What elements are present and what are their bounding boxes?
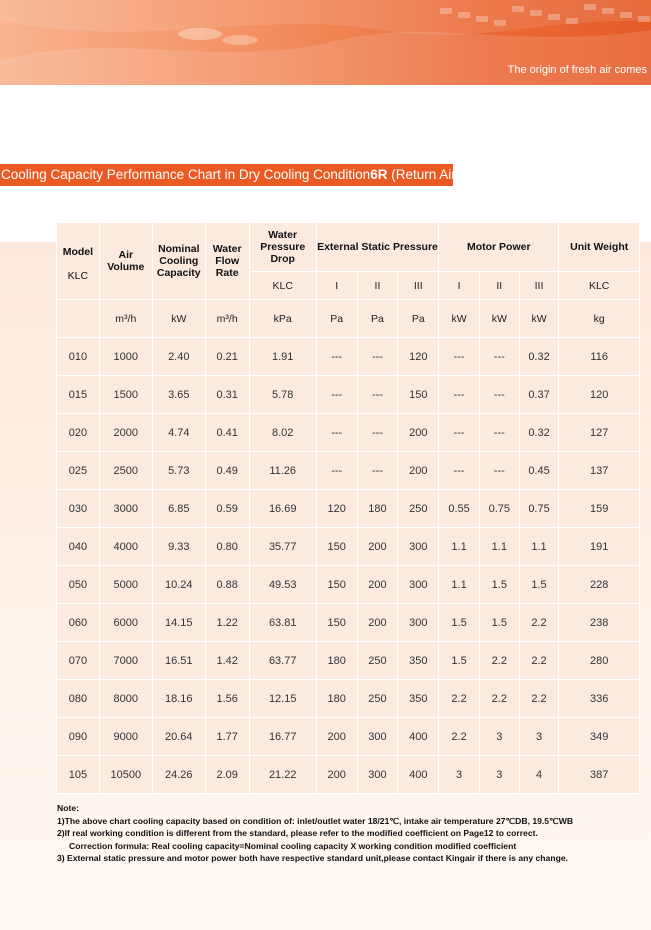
header-weight-klc: KLC <box>559 272 640 300</box>
cell-cooling: 20.64 <box>152 718 205 756</box>
cell-water-flow: 1.56 <box>205 680 249 718</box>
units-row <box>57 300 640 338</box>
cell-sp-1: --- <box>316 338 357 376</box>
cell-pressure-drop: 16.69 <box>249 490 316 528</box>
cell-sp-3: 350 <box>398 642 439 680</box>
header-air-volume: Air Volume <box>99 223 152 300</box>
cell-water-flow: 0.41 <box>205 414 249 452</box>
cell-cooling: 2.40 <box>152 338 205 376</box>
cell-sp-3: 120 <box>398 338 439 376</box>
cell-pressure-drop: 1.91 <box>249 338 316 376</box>
cell-water-flow: 1.42 <box>205 642 249 680</box>
cell-weight: 191 <box>559 528 640 566</box>
cell-sp-1: 120 <box>316 490 357 528</box>
cell-air-volume: 2000 <box>99 414 152 452</box>
header-nominal-cooling: Nominal Cooling Capacity <box>152 223 205 300</box>
cell-sp-1: --- <box>316 376 357 414</box>
header-water-flow: Water Flow Rate <box>205 223 249 300</box>
cell-sp-2: 200 <box>357 528 398 566</box>
cell-mp-2: 2.2 <box>479 680 519 718</box>
table-row <box>57 642 640 680</box>
units-water-flow: m³/h <box>205 300 249 338</box>
units-cooling: kW <box>152 300 205 338</box>
cell-sp-3: 350 <box>398 680 439 718</box>
cell-mp-3: 4 <box>519 756 559 794</box>
header-unit-weight: Unit Weight <box>559 223 640 272</box>
cell-mp-3: 2.2 <box>519 604 559 642</box>
cell-mp-2: 1.5 <box>479 604 519 642</box>
cell-sp-3: 400 <box>398 756 439 794</box>
cell-cooling: 4.74 <box>152 414 205 452</box>
cell-water-flow: 0.49 <box>205 452 249 490</box>
chart-title-suffix: (Return Air) <box>387 167 461 182</box>
cell-mp-3: 2.2 <box>519 680 559 718</box>
cell-sp-2: 250 <box>357 680 398 718</box>
cell-air-volume: 1500 <box>99 376 152 414</box>
cell-sp-2: 300 <box>357 756 398 794</box>
table-row <box>57 756 640 794</box>
cell-pressure-drop: 63.77 <box>249 642 316 680</box>
cell-mp-1: --- <box>439 414 480 452</box>
cell-water-flow: 1.22 <box>205 604 249 642</box>
table-row <box>57 718 640 756</box>
cell-model: 070 <box>57 642 100 680</box>
cell-sp-1: 200 <box>316 718 357 756</box>
header-water-pressure: Water Pressure Drop <box>249 223 316 272</box>
units-sp-1: Pa <box>316 300 357 338</box>
cell-water-flow: 1.77 <box>205 718 249 756</box>
cell-air-volume: 5000 <box>99 566 152 604</box>
table-body <box>57 338 640 794</box>
cell-mp-1: --- <box>439 338 480 376</box>
chart-title-code: 6R <box>370 167 388 182</box>
cell-sp-1: 150 <box>316 604 357 642</box>
table-row <box>57 528 640 566</box>
cell-water-flow: 0.31 <box>205 376 249 414</box>
cell-sp-3: 300 <box>398 604 439 642</box>
header-static-pressure: External Static Pressure <box>316 223 438 272</box>
cell-mp-1: 0.55 <box>439 490 480 528</box>
units-model <box>57 300 100 338</box>
cell-sp-3: 300 <box>398 528 439 566</box>
cell-water-flow: 0.80 <box>205 528 249 566</box>
cell-mp-1: 1.5 <box>439 604 480 642</box>
cell-sp-1: 150 <box>316 566 357 604</box>
cell-sp-3: 200 <box>398 452 439 490</box>
cell-mp-2: --- <box>479 452 519 490</box>
cell-mp-2: 3 <box>479 756 519 794</box>
cell-model: 015 <box>57 376 100 414</box>
units-weight: kg <box>559 300 640 338</box>
table-row <box>57 566 640 604</box>
cell-sp-2: 250 <box>357 642 398 680</box>
table-row <box>57 604 640 642</box>
cell-mp-3: 0.32 <box>519 338 559 376</box>
cell-cooling: 6.85 <box>152 490 205 528</box>
cell-model: 080 <box>57 680 100 718</box>
cell-model: 040 <box>57 528 100 566</box>
cell-air-volume: 4000 <box>99 528 152 566</box>
cell-mp-2: 0.75 <box>479 490 519 528</box>
cell-sp-2: 200 <box>357 566 398 604</box>
header-sp-level-2: II <box>357 272 398 300</box>
cell-air-volume: 6000 <box>99 604 152 642</box>
cell-weight: 159 <box>559 490 640 528</box>
cell-cooling: 24.26 <box>152 756 205 794</box>
cell-sp-1: 150 <box>316 528 357 566</box>
cell-air-volume: 2500 <box>99 452 152 490</box>
units-air-volume: m³/h <box>99 300 152 338</box>
cell-air-volume: 1000 <box>99 338 152 376</box>
cell-pressure-drop: 12.15 <box>249 680 316 718</box>
header-banner <box>0 0 651 85</box>
table-row <box>57 338 640 376</box>
cell-mp-3: 0.75 <box>519 490 559 528</box>
header-sp-level-1: I <box>316 272 357 300</box>
cell-model: 030 <box>57 490 100 528</box>
units-mp-2: kW <box>479 300 519 338</box>
cell-pressure-drop: 11.26 <box>249 452 316 490</box>
cell-sp-1: 180 <box>316 680 357 718</box>
cell-pressure-drop: 21.22 <box>249 756 316 794</box>
cell-mp-2: 2.2 <box>479 642 519 680</box>
cell-weight: 116 <box>559 338 640 376</box>
cell-mp-1: 1.5 <box>439 642 480 680</box>
cell-mp-3: 0.37 <box>519 376 559 414</box>
cell-model: 050 <box>57 566 100 604</box>
cell-mp-3: 0.45 <box>519 452 559 490</box>
cell-sp-2: --- <box>357 376 398 414</box>
cell-weight: 238 <box>559 604 640 642</box>
cell-model: 090 <box>57 718 100 756</box>
cell-pressure-drop: 63.81 <box>249 604 316 642</box>
units-mp-1: kW <box>439 300 480 338</box>
cell-weight: 280 <box>559 642 640 680</box>
performance-table <box>56 222 640 794</box>
units-sp-2: Pa <box>357 300 398 338</box>
header-mp-level-3: III <box>519 272 559 300</box>
chart-title-main: Cooling Capacity Performance Chart in Dry Cooling Condition <box>1 167 371 182</box>
cell-air-volume: 8000 <box>99 680 152 718</box>
header-sp-level-3: III <box>398 272 439 300</box>
cell-mp-2: --- <box>479 414 519 452</box>
cell-sp-3: 400 <box>398 718 439 756</box>
units-sp-3: Pa <box>398 300 439 338</box>
cell-mp-2: 1.5 <box>479 566 519 604</box>
cell-mp-1: 1.1 <box>439 566 480 604</box>
table-row <box>57 680 640 718</box>
cell-weight: 127 <box>559 414 640 452</box>
cell-cooling: 5.73 <box>152 452 205 490</box>
units-pressure-drop: kPa <box>249 300 316 338</box>
table-row <box>57 414 640 452</box>
cell-weight: 228 <box>559 566 640 604</box>
cell-sp-2: --- <box>357 338 398 376</box>
cell-mp-1: 2.2 <box>439 718 480 756</box>
cell-sp-1: --- <box>316 452 357 490</box>
cell-mp-1: 1.1 <box>439 528 480 566</box>
header-mp-level-1: I <box>439 272 480 300</box>
header-motor-power: Motor Power <box>439 223 559 272</box>
cell-mp-1: --- <box>439 376 480 414</box>
cell-mp-1: 2.2 <box>439 680 480 718</box>
cell-water-flow: 0.88 <box>205 566 249 604</box>
cell-mp-3: 2.2 <box>519 642 559 680</box>
header-pressure-klc: KLC <box>249 272 316 300</box>
cell-air-volume: 7000 <box>99 642 152 680</box>
cell-mp-2: 3 <box>479 718 519 756</box>
cell-sp-3: 150 <box>398 376 439 414</box>
cell-sp-2: 300 <box>357 718 398 756</box>
notes-heading: Note: <box>57 803 79 813</box>
cell-mp-1: --- <box>439 452 480 490</box>
cell-cooling: 18.16 <box>152 680 205 718</box>
cell-sp-3: 250 <box>398 490 439 528</box>
cell-pressure-drop: 35.77 <box>249 528 316 566</box>
header-row-1 <box>57 223 640 272</box>
note-line-1: 1)The above chart cooling capacity based on condition of: inlet/outlet water 18/21℃, intake air temperature 27℃DB, 19.5℃WB <box>57 815 574 826</box>
cell-model: 105 <box>57 756 100 794</box>
note-line-3: Correction formula: Real cooling capacity=Nominal cooling capacity X working condition modified coefficient <box>69 840 517 851</box>
cell-weight: 349 <box>559 718 640 756</box>
cell-weight: 120 <box>559 376 640 414</box>
cell-weight: 387 <box>559 756 640 794</box>
cell-pressure-drop: 49.53 <box>249 566 316 604</box>
chart-title <box>0 164 461 186</box>
cell-sp-1: --- <box>316 414 357 452</box>
cell-cooling: 10.24 <box>152 566 205 604</box>
cell-sp-3: 300 <box>398 566 439 604</box>
cell-cooling: 9.33 <box>152 528 205 566</box>
cell-weight: 336 <box>559 680 640 718</box>
cell-pressure-drop: 16.77 <box>249 718 316 756</box>
cell-mp-2: --- <box>479 376 519 414</box>
cell-model: 025 <box>57 452 100 490</box>
cell-water-flow: 0.21 <box>205 338 249 376</box>
cell-sp-2: 180 <box>357 490 398 528</box>
cell-weight: 137 <box>559 452 640 490</box>
table-row <box>57 452 640 490</box>
cell-cooling: 3.65 <box>152 376 205 414</box>
header-model-klc: KLC <box>67 270 89 282</box>
cell-air-volume: 9000 <box>99 718 152 756</box>
cell-mp-3: 0.32 <box>519 414 559 452</box>
cell-sp-1: 200 <box>316 756 357 794</box>
cell-pressure-drop: 8.02 <box>249 414 316 452</box>
cell-mp-1: 3 <box>439 756 480 794</box>
cell-water-flow: 0.59 <box>205 490 249 528</box>
cell-air-volume: 10500 <box>99 756 152 794</box>
cell-mp-3: 1.1 <box>519 528 559 566</box>
cell-sp-2: 200 <box>357 604 398 642</box>
header-model <box>57 223 100 300</box>
cell-model: 020 <box>57 414 100 452</box>
notes-section <box>57 802 637 865</box>
cell-air-volume: 3000 <box>99 490 152 528</box>
units-mp-3: kW <box>519 300 559 338</box>
cell-sp-2: --- <box>357 452 398 490</box>
table-row <box>57 490 640 528</box>
cell-mp-3: 1.5 <box>519 566 559 604</box>
header-model-label: Model <box>62 246 94 258</box>
cell-sp-2: --- <box>357 414 398 452</box>
cell-model: 060 <box>57 604 100 642</box>
cell-model: 010 <box>57 338 100 376</box>
cell-cooling: 14.15 <box>152 604 205 642</box>
note-line-2: 2)If real working condition is different from the standard, please refer to the modified coefficient on Page12 to correct. <box>57 828 538 839</box>
cell-sp-3: 200 <box>398 414 439 452</box>
cell-water-flow: 2.09 <box>205 756 249 794</box>
banner-slogan: The origin of fresh air comes <box>507 64 647 76</box>
table-row <box>57 376 640 414</box>
cell-sp-1: 180 <box>316 642 357 680</box>
cell-pressure-drop: 5.78 <box>249 376 316 414</box>
header-mp-level-2: II <box>479 272 519 300</box>
cell-cooling: 16.51 <box>152 642 205 680</box>
cell-mp-2: --- <box>479 338 519 376</box>
note-line-4: 3) External static pressure and motor power both have respective standard unit,please contact Kingair if there is any change. <box>57 853 568 864</box>
cell-mp-3: 3 <box>519 718 559 756</box>
cell-mp-2: 1.1 <box>479 528 519 566</box>
